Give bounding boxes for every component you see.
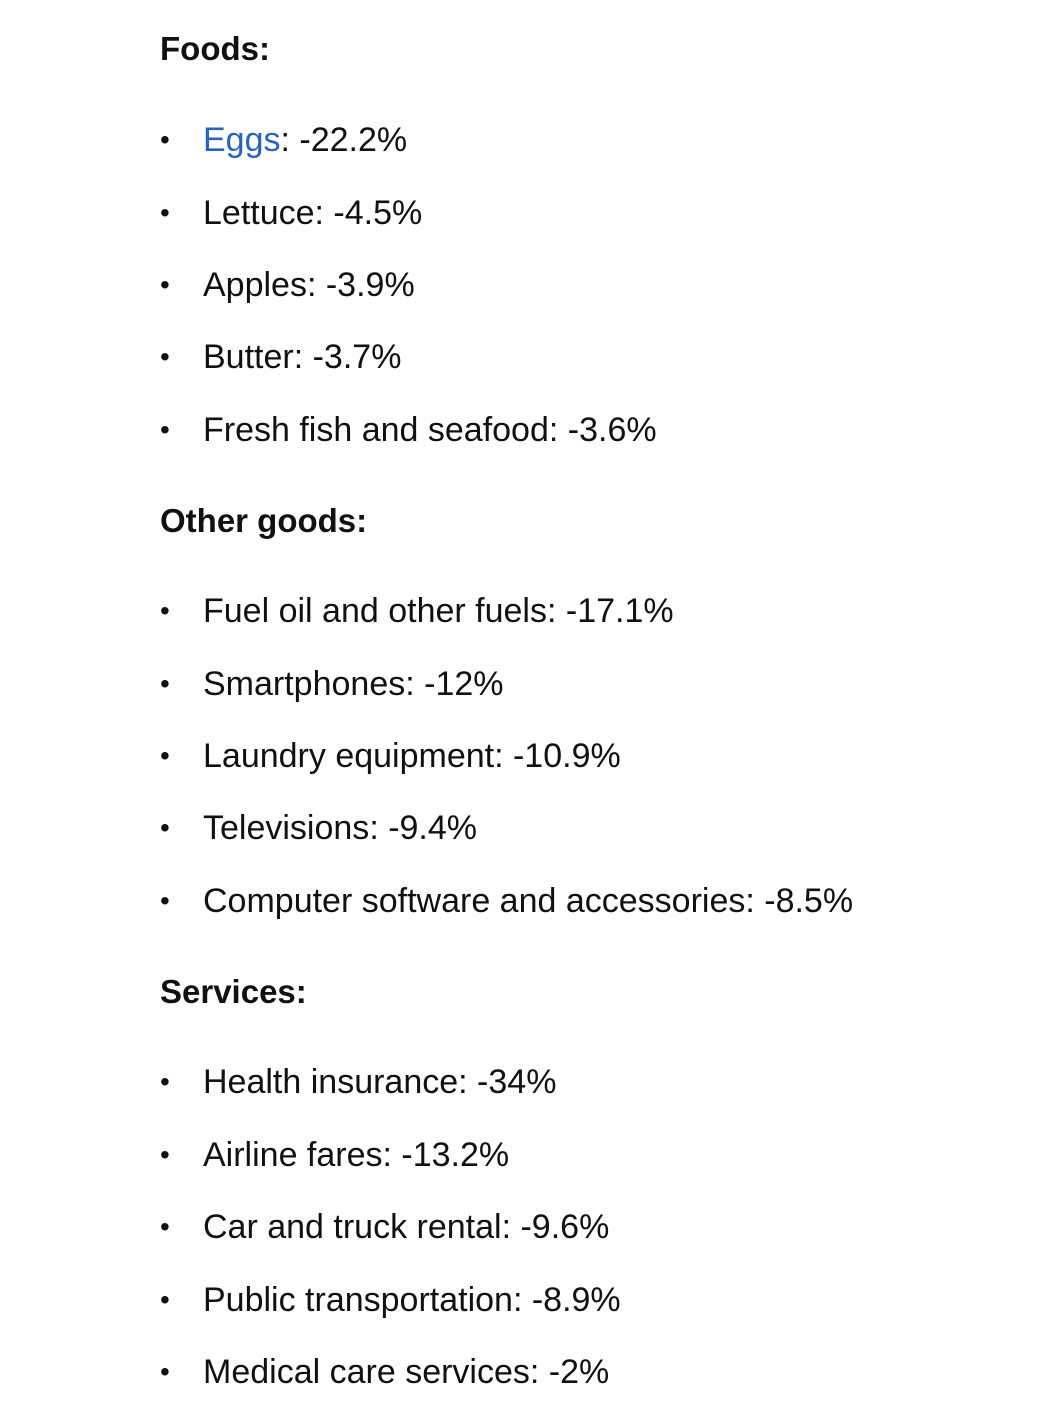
bullet-icon: •: [160, 668, 170, 699]
item-value: : -22.2%: [280, 121, 408, 159]
item-value: : -3.7%: [293, 338, 402, 376]
item-name: Car and truck rental: [203, 1208, 502, 1246]
bullet-icon: •: [160, 595, 170, 626]
section-heading-foods: Foods:: [160, 30, 270, 67]
item-value: : -3.6%: [548, 411, 657, 449]
item-value: : -34%: [458, 1063, 557, 1101]
item-value: : -9.4%: [369, 809, 478, 847]
bullet-icon: •: [160, 1356, 170, 1387]
item-name: Laundry equipment: [203, 737, 495, 775]
item-value: : -13.2%: [382, 1136, 510, 1174]
bullet-icon: •: [160, 197, 170, 228]
item-value: : -4.5%: [314, 194, 423, 232]
item-name: Lettuce: [203, 194, 315, 232]
item-name: Televisions: [203, 809, 370, 847]
item-name: Airline fares: [203, 1136, 383, 1174]
item-name: Fuel oil and other fuels: [203, 592, 547, 630]
item-name: Fresh fish and seafood: [203, 411, 549, 449]
item-name: Computer software and accessories: [203, 882, 746, 920]
item-name: Public transportation: [203, 1281, 513, 1319]
item-name: Apples: [203, 266, 307, 304]
bullet-icon: •: [160, 885, 170, 916]
bullet-icon: •: [160, 341, 170, 372]
eggs-link[interactable]: Eggs: [203, 121, 281, 159]
item-value: : -9.6%: [501, 1208, 610, 1246]
item-name: Smartphones: [203, 665, 406, 703]
bullet-icon: •: [160, 812, 170, 843]
bullet-icon: •: [160, 1284, 170, 1315]
bullet-icon: •: [160, 1066, 170, 1097]
item-value: : -3.9%: [306, 266, 415, 304]
bullet-icon: •: [160, 124, 170, 155]
bullet-icon: •: [160, 1211, 170, 1242]
bullet-icon: •: [160, 269, 170, 300]
bullet-icon: •: [160, 1139, 170, 1170]
item-name: Butter: [203, 338, 294, 376]
item-value: : -8.9%: [512, 1281, 621, 1319]
item-value: : -8.5%: [745, 882, 854, 920]
item-value: : -2%: [529, 1353, 610, 1391]
item-name: Health insurance: [203, 1063, 459, 1101]
section-heading-services: Services:: [160, 973, 307, 1010]
item-value: : -10.9%: [494, 737, 621, 775]
section-heading-other-goods: Other goods:: [160, 502, 368, 539]
bullet-icon: •: [160, 740, 170, 771]
item-value: : -12%: [405, 665, 504, 703]
bullet-icon: •: [160, 414, 170, 445]
item-name: Medical care services: [203, 1353, 530, 1391]
item-value: : -17.1%: [546, 592, 674, 630]
